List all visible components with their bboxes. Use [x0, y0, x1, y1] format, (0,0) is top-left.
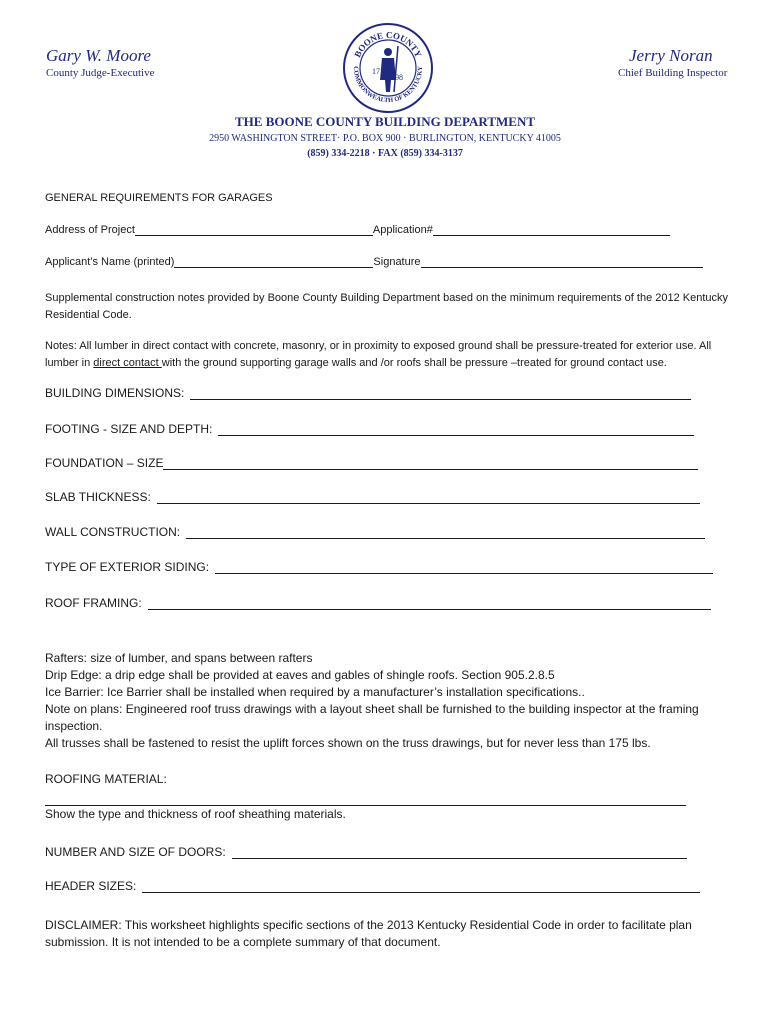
- signature-label: Signature: [373, 256, 421, 268]
- judge-name: Gary W. Moore: [46, 46, 151, 65]
- notes-direct-contact: direct contact: [93, 357, 162, 369]
- notes-text-1: Notes: All lumber in direct contact with concrete, masonry, or in proximity to exposed ground shall be pressure-treated for exterior use. All lumber in: [45, 340, 712, 369]
- doors-label: NUMBER AND SIZE OF DOORS:: [45, 845, 226, 859]
- building-dimensions-row: [45, 386, 691, 400]
- slab-row: [45, 490, 700, 504]
- wall-row: [45, 525, 705, 539]
- doors-row: [45, 845, 687, 859]
- signature-field[interactable]: [421, 255, 703, 268]
- slab-field[interactable]: [157, 491, 700, 504]
- siding-field[interactable]: [215, 561, 713, 574]
- ice-barrier-note: Ice Barrier: Ice Barrier shall be installed when required by a manufacturer’s installation specifications..: [45, 685, 585, 699]
- building-dimensions-label: BUILDING DIMENSIONS:: [45, 386, 185, 400]
- slab-label: SLAB THICKNESS:: [45, 490, 151, 504]
- roofing-material-field[interactable]: [45, 793, 686, 806]
- roofing-material-label: ROOFING MATERIAL:: [45, 772, 167, 786]
- address-field[interactable]: [135, 223, 373, 236]
- judge-title: County Judge-Executive: [46, 67, 155, 79]
- inspector-name: Jerry Noran: [629, 46, 713, 65]
- department-address: 2950 WASHINGTON STREET· P.O. BOX 900 · BURLINGTON, KENTUCKY 41005: [209, 133, 561, 144]
- form-title: GENERAL REQUIREMENTS FOR GARAGES: [45, 192, 273, 204]
- siding-row: [45, 560, 713, 574]
- siding-label: TYPE OF EXTERIOR SIDING:: [45, 560, 210, 574]
- trusses-note: All trusses shall be fastened to resist the uplift forces shown on the truss drawings, but for never less than 175 lbs.: [45, 736, 651, 750]
- foundation-row: [45, 456, 698, 470]
- disclaimer: DISCLAIMER: This worksheet highlights specific sections of the 2013 Kentucky Residential Code in order to facilitate plan submission. It is not intended to be a complete summary of that document.: [45, 918, 692, 949]
- applicant-row: [45, 255, 703, 268]
- roof-framing-label: ROOF FRAMING:: [45, 596, 142, 610]
- address-label: Address of Project: [45, 224, 135, 236]
- header-sizes-field[interactable]: [142, 880, 700, 893]
- truss-drawings-note: Note on plans: Engineered roof truss drawings with a layout sheet shall be furnished to the building inspector at the framing inspection.: [45, 702, 699, 733]
- seal-year-left: 17: [372, 67, 380, 76]
- rafters-note: Rafters: size of lumber, and spans between rafters: [45, 651, 313, 665]
- roof-notes: [45, 650, 735, 752]
- department-name: THE BOONE COUNTY BUILDING DEPARTMENT: [234, 114, 536, 129]
- county-seal-icon: [342, 22, 434, 114]
- sheathing-note: Show the type and thickness of roof sheathing materials.: [45, 807, 346, 821]
- header-sizes-row: [45, 879, 700, 893]
- foundation-field[interactable]: [163, 457, 698, 470]
- applicant-label: Applicant’s Name (printed): [45, 256, 175, 268]
- lumber-notes: [45, 338, 735, 372]
- notes-text-2: with the ground supporting garage walls and /or roofs shall be pressure –treated for ground contact use.: [161, 357, 667, 369]
- drip-edge-note: Drip Edge: a drip edge shall be provided at eaves and gables of shingle roofs. Section 905.2.8.5: [45, 668, 555, 682]
- wall-field[interactable]: [186, 526, 705, 539]
- footing-label: FOOTING - SIZE AND DEPTH:: [45, 422, 213, 436]
- doors-field[interactable]: [232, 846, 687, 859]
- seal-year-right: 98: [395, 73, 403, 82]
- application-label: Application#: [372, 224, 433, 236]
- header-sizes-label: HEADER SIZES:: [45, 879, 137, 893]
- address-row: [45, 223, 670, 236]
- footing-field[interactable]: [218, 423, 694, 436]
- building-dimensions-field[interactable]: [190, 387, 691, 400]
- roof-framing-row: [45, 596, 711, 610]
- foundation-label: FOUNDATION – SIZE: [45, 456, 164, 470]
- application-field[interactable]: [433, 223, 670, 236]
- seal-top-text: BOONE COUNTY: [352, 29, 424, 59]
- roof-framing-field[interactable]: [148, 597, 711, 610]
- footing-row: [45, 422, 694, 436]
- wall-label: WALL CONSTRUCTION:: [45, 525, 181, 539]
- supplemental-note: Supplemental construction notes provided by Boone County Building Department based on the minimum requirements of the 2012 Kentucky Residential Code.: [45, 292, 729, 321]
- applicant-field[interactable]: [174, 255, 373, 268]
- seal-bottom-text: COMMONWEALTH OF KENTUCKY: [351, 66, 425, 105]
- inspector-title: Chief Building Inspector: [618, 67, 728, 79]
- department-phone: (859) 334-2218 · FAX (859) 334-3137: [307, 148, 463, 159]
